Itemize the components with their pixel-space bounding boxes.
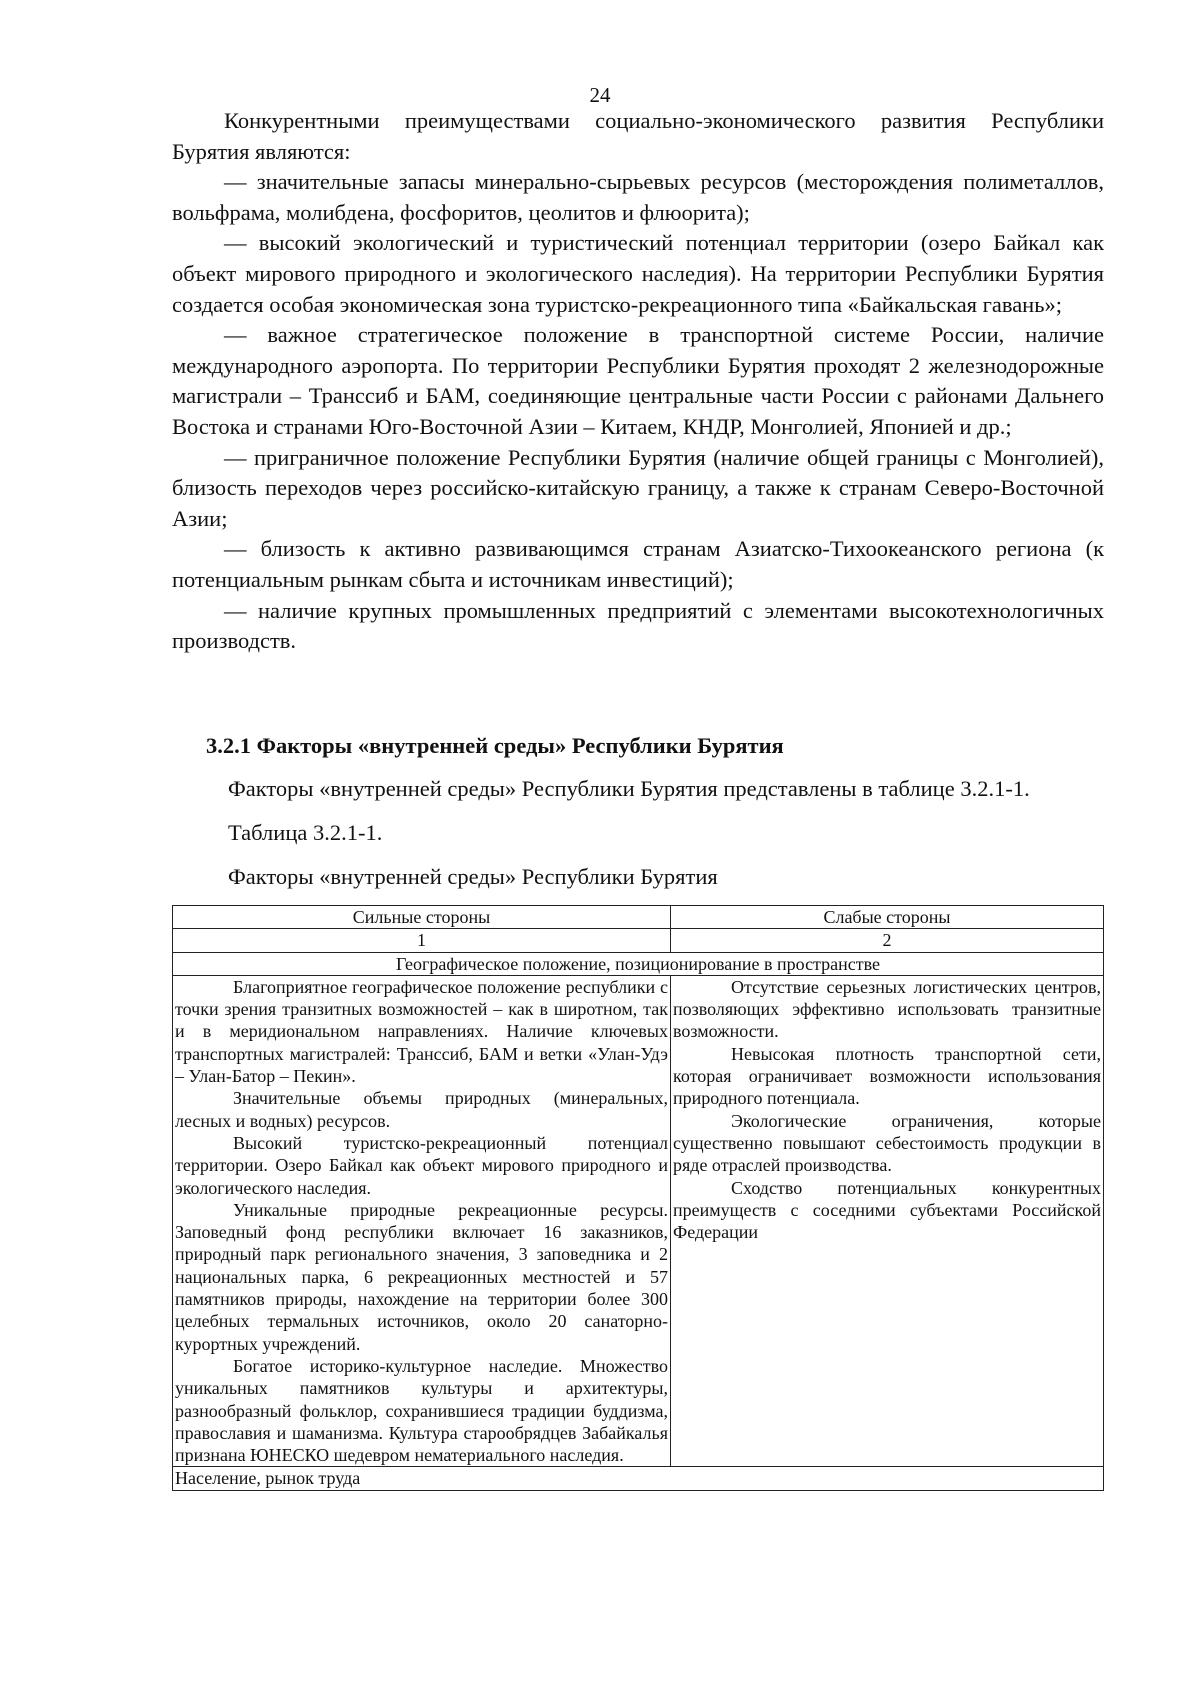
weaknesses-cell xyxy=(671,975,1104,1467)
section-population-label: Население, рынок труда xyxy=(173,1467,1104,1490)
weakness-item: Сходство потенциальных конкурентных преимуществ с соседними субъектами Российской Федерации xyxy=(673,1177,1101,1243)
table-reference: Факторы «внутренней среды» Республики Бурятия представлены в таблице 3.2.1-1. xyxy=(228,776,1030,801)
weakness-item: Отсутствие серьезных логистических центров, позволяющих эффективно использовать транзитные возможности. xyxy=(673,976,1101,1042)
weakness-item: Экологические ограничения, которые существенно повышают себестоимость продукции в ряде отраслей производства. xyxy=(673,1110,1101,1176)
body-text xyxy=(172,106,1104,657)
section-row-population xyxy=(173,1467,1104,1490)
strength-item: Богатое историко-культурное наследие. Множество уникальных памятников культуры и архитектуры, разнообразный фольклор, сохранившиеся традиции буддизма, православия и шаманизма. Культура старообрядцев Забайкалья признана ЮНЕСКО шедевром нематериального наследия. xyxy=(175,1355,668,1466)
advantage-item: — наличие крупных промышленных предприятий с элементами высокотехнологичных производств. xyxy=(172,597,1104,654)
section-heading: 3.2.1 Факторы «внутренней среды» Республики Бурятия xyxy=(206,733,784,758)
page-number: 24 xyxy=(589,83,611,107)
advantage-item: — высокий экологический и туристический потенциал территории (озеро Байкал как объект мирового природного и экологического наследия). На территории Республики Бурятия создается особая экономическая зона туристско-рекреационного типа «Байкальская гавань»; xyxy=(172,230,1104,317)
table-header-row xyxy=(173,906,1104,929)
table-label: Таблица 3.2.1-1. xyxy=(228,820,383,845)
weakness-item: Невысокая плотность транспортной сети, которая ограничивает возможности использования природного потенциала. xyxy=(673,1043,1101,1109)
advantage-item: — важное стратегическое положение в транспортной системе России, наличие международного аэропорта. По территории Республики Бурятия проходят 2 железнодорожные магистрали – Транссиб и БАМ, соединяющие центральные части России с районами Дальнего Востока и странами Юго-Восточной Азии – Китаем, КНДР, Монголией, Японией и др.; xyxy=(172,322,1104,439)
intro-paragraph: Конкурентными преимуществами социально-экономического развития Республики Бурятия являются: xyxy=(172,108,1104,164)
column-number-1: 1 xyxy=(173,929,671,952)
section-geography-label: Географическое положение, позиционирование в пространстве xyxy=(173,952,1104,975)
column-number-2: 2 xyxy=(671,929,1104,952)
advantage-item: — значительные запасы минерально-сырьевых ресурсов (месторождения полиметаллов, вольфрама, молибдена, фосфоритов, цеолитов и флюорита); xyxy=(172,169,1104,225)
strength-item: Благоприятное географическое положение республики с точки зрения транзитных возможностей – как в широтном, так и в меридиональном направлениях. Наличие ключевых транспортных магистралей: Транссиб, БАМ и ветки «Улан-Удэ – Улан-Батор – Пекин». xyxy=(175,976,668,1087)
advantage-item: — приграничное положение Республики Бурятия (наличие общей границы с Монголией), близость переходов через российско-китайскую границу, а также к странам Северо-Восточной Азии; xyxy=(172,444,1104,531)
header-weaknesses: Слабые стороны xyxy=(671,906,1104,929)
section-row-geography xyxy=(173,952,1104,975)
header-strengths: Сильные стороны xyxy=(173,906,671,929)
column-number-row xyxy=(173,929,1104,952)
strength-item: Уникальные природные рекреационные ресурсы. Заповедный фонд республики включает 16 заказников, природный парк регионального значения, 3 заповедника и 2 национальных парка, 6 рекреационных местностей и 57 памятников природы, нахождение на территории более 300 целебных термальных источников, около 20 санаторно-курортных учреждений. xyxy=(175,1199,668,1354)
table-row xyxy=(173,975,1104,1467)
table-title: Факторы «внутренней среды» Республики Бурятия xyxy=(228,864,718,889)
factors-table xyxy=(172,905,1104,1491)
strength-item: Высокий туристско-рекреационный потенциал территории. Озеро Байкал как объект мирового природного и экологического наследия. xyxy=(175,1132,668,1198)
strength-item: Значительные объемы природных (минеральных, лесных и водных) ресурсов. xyxy=(175,1088,668,1131)
advantage-item: — близость к активно развивающимся странам Азиатско-Тихоокеанского региона (к потенциальным рынкам сбыта и источникам инвестиций); xyxy=(172,536,1104,592)
strengths-cell xyxy=(173,975,671,1467)
